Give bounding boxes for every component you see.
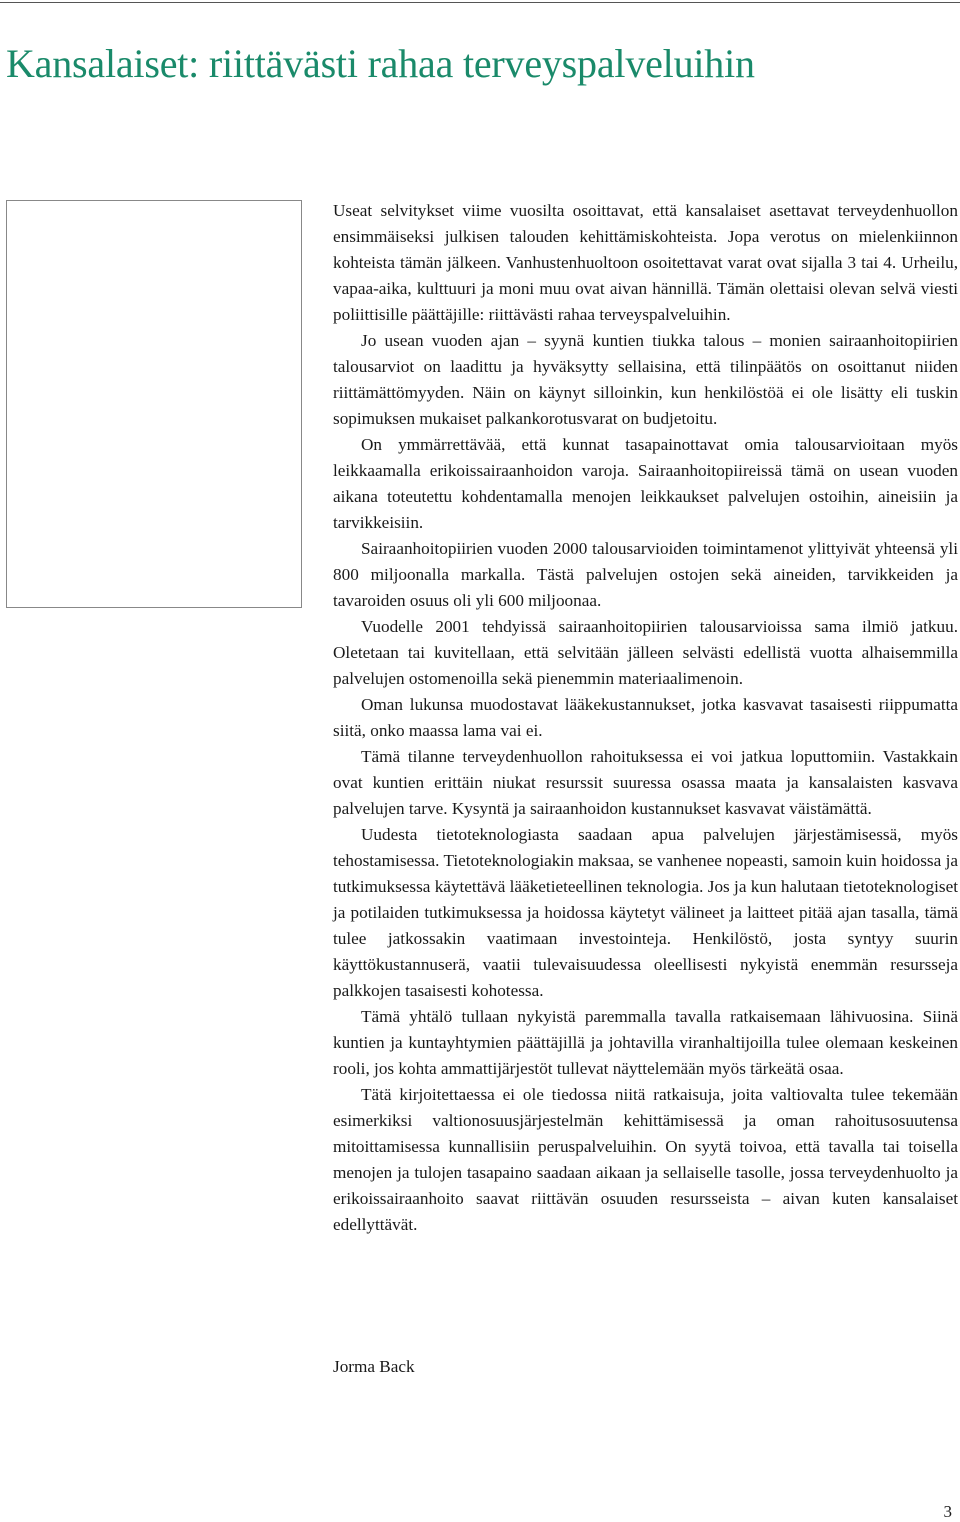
paragraph-8: Uudesta tietoteknologiasta saadaan apua palvelujen järjestämisessä, myös tehostamisessa. Tietoteknologiakin maksaa, se vanhenee nopeasti, samoin kuin hoidossa ja tutkimuksessa käytettävä lääketieteellinen teknologia. Jos ja kun halutaan tietoteknologiset ja potilaiden tutkimuksessa ja hoidossa käytetyt välineet ja laitteet pitää ajan tasalla, tämä tulee jatkossakin vaatimaan investointeja. Henkilöstö, josta syntyy suurin käyttökustannuserä, vaatii tulevaisuudessa oleellisesti nykyistä enemmän resursseja palkkojen tasaisesti kohotessa. [333, 825, 958, 1000]
page-title: Kansalaiset: riittävästi rahaa terveyspalveluihin [6, 41, 755, 86]
paragraph-10: Tätä kirjoitettaessa ei ole tiedossa niitä ratkaisuja, joita valtiovalta tulee tekemään esimerkiksi valtionosuusjärjestelmän kehittämisessä ja oman rahoitusosuutensa mitoittamisessa kunnallisiin peruspalveluihin. On syytä toivoa, että tavalla tai toisella menojen ja tulojen tasapaino saadaan aikaan ja sellaiselle tasolle, jossa terveydenhuolto ja erikoissairaanhoito saavat riittävän osuuden resursseista – aivan kuten kansalaiset edellyttävät. [333, 1085, 958, 1234]
paragraph-7: Tämä tilanne terveydenhuollon rahoituksessa ei voi jatkua loputtomiin. Vastakkain ovat kuntien erittäin niukat resurssit suuressa osassa maata ja kansalaisten kasvava palvelujen tarve. Kysyntä ja sairaanhoidon kustannukset kasvavat väistämättä. [333, 747, 958, 818]
author-signature: Jorma Back [333, 1357, 415, 1376]
page-number: 3 [943, 1502, 952, 1521]
paragraph-2: Jo usean vuoden ajan – syynä kuntien tiukka talous – monien sairaanhoitopiirien talousarviot on laadittu ja hyväksytty sellaisina, että tilinpäätös on osoittanut niiden riittämättömyyden. Näin on käynyt silloinkin, kun henkilöstöä ei ole lisätty eli tuskin sopimuksen mukaiset palkankorotusvarat on budjetoitu. [333, 331, 958, 428]
paragraph-4: Sairaanhoitopiirien vuoden 2000 talousarvioiden toimintamenot ylittyivät yhteensä yli 800 miljoonalla markalla. Tästä palvelujen ostojen sekä aineiden, tarvikkeiden ja tavaroiden osuus oli yli 600 miljoonaa. [333, 539, 958, 610]
article-body [333, 198, 958, 1238]
paragraph-9: Tämä yhtälö tullaan nykyistä paremmalla tavalla ratkaisemaan lähivuosina. Siinä kuntien ja kuntayhtymien päättäjillä ja johtavilla viranhaltijoilla tulee olemaan keskeinen rooli, jos kohta ammattijärjestöt tullevat näyttelemään myös tärkeätä osaa. [333, 1007, 958, 1078]
paragraph-5: Vuodelle 2001 tehdyissä sairaanhoitopiirien talousarvioissa sama ilmiö jatkuu. Oletetaan tai kuvitellaan, että selvitään jälleen selvästi edellistä vuotta alhaisemmilla palvelujen ostomenoilla sekä pienemmin materiaalimenoin. [333, 617, 958, 688]
paragraph-6: Oman lukunsa muodostavat lääkekustannukset, jotka kasvavat tasaisesti riippumatta siitä, onko maassa lama vai ei. [333, 695, 958, 740]
top-rule [0, 2, 960, 3]
image-placeholder [6, 200, 302, 608]
paragraph-3: On ymmärrettävää, että kunnat tasapainottavat omia talousarvioitaan myös leikkaamalla erikoissairaanhoidon varoja. Sairaanhoitopiireissä tämä on usean vuoden aikana toteutettu kohdentamalla menojen leikkaukset palvelujen ostoihin, aineisiin ja tarvikkeisiin. [333, 435, 958, 532]
paragraph-1: Useat selvitykset viime vuosilta osoittavat, että kansalaiset asettavat terveydenhuollon ensimmäiseksi julkisen talouden kehittämiskohteista. Jopa verotus on mielenkiinnon kohteista tämän jälkeen. Vanhustenhuoltoon osoitettavat varat ovat sijalla 3 tai 4. Urheilu, vapaa-aika, kulttuuri ja moni muu ovat aivan hännillä. Tämän olettaisi olevan selvä viesti poliittisille päättäjille: riittävästi rahaa terveyspalveluihin. [333, 201, 958, 324]
